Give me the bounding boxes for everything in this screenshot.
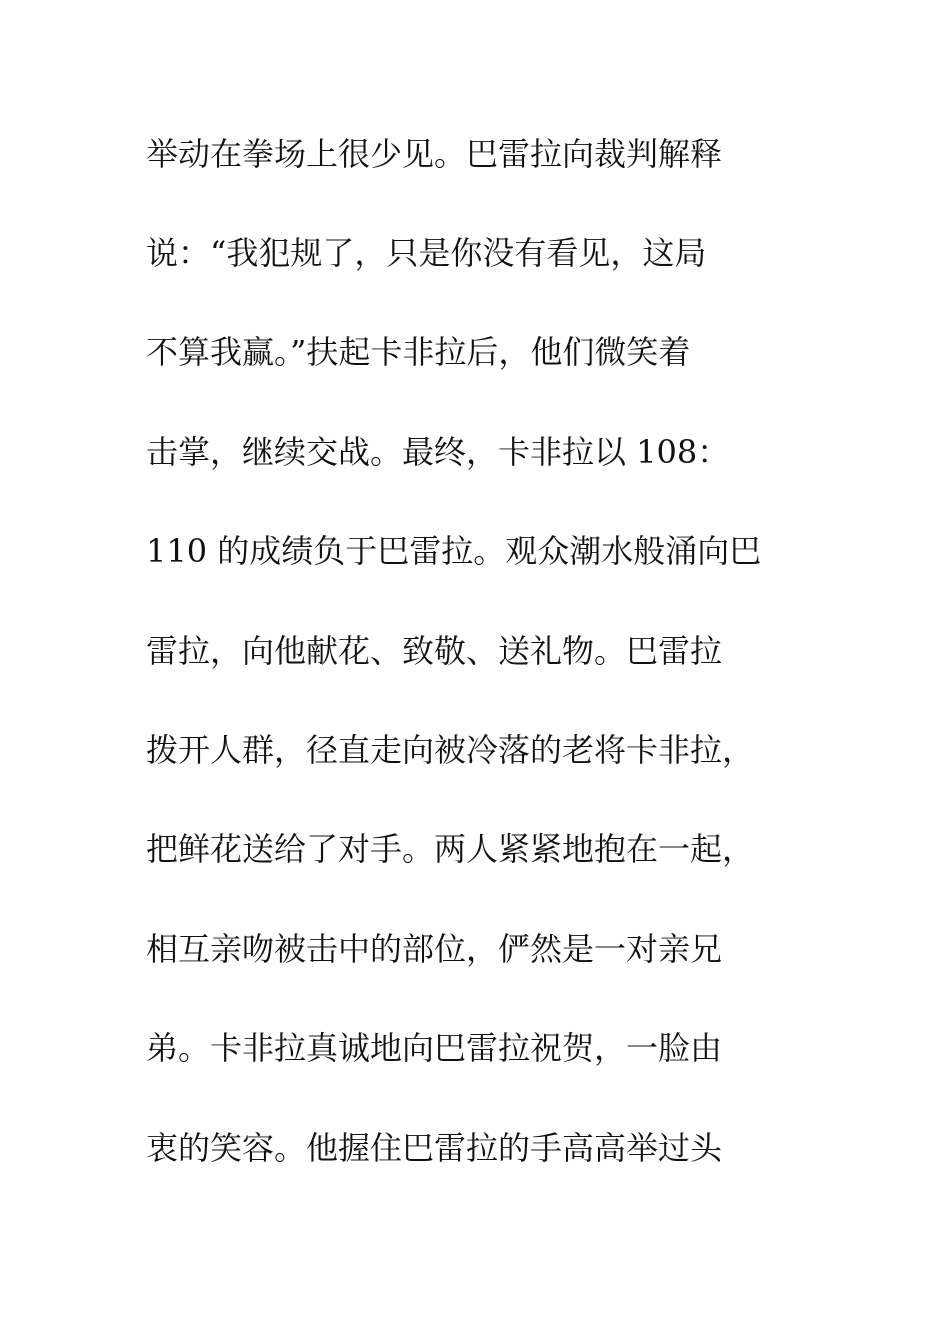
paragraph-line: 衷的笑容。他握住巴雷拉的手高高举过头 [146, 1129, 723, 1167]
paragraph-line: 拨开人群，径直走向被冷落的老将卡非拉， [146, 731, 755, 769]
paragraph-line: 说：“我犯规了，只是你没有看见，这局 [146, 234, 707, 272]
paragraph-line: 不算我赢。”扶起卡非拉后，他们微笑着 [146, 333, 691, 371]
paragraph-line: 举动在拳场上很少见。巴雷拉向裁判解释 [146, 135, 723, 173]
paragraph-line: 相互亲吻被击中的部位，俨然是一对亲兄 [146, 930, 723, 968]
paragraph-line: 110 的成绩负于巴雷拉。观众潮水般涌向巴 [146, 532, 762, 570]
paragraph-line: 弟。卡非拉真诚地向巴雷拉祝贺，一脸由 [146, 1029, 723, 1067]
paragraph-line: 把鲜花送给了对手。两人紧紧地抱在一起， [146, 830, 755, 868]
paragraph-line: 击掌，继续交战。最终，卡非拉以 108： [146, 433, 730, 471]
paragraph-line: 雷拉，向他献花、致敬、送礼物。巴雷拉 [146, 632, 723, 670]
